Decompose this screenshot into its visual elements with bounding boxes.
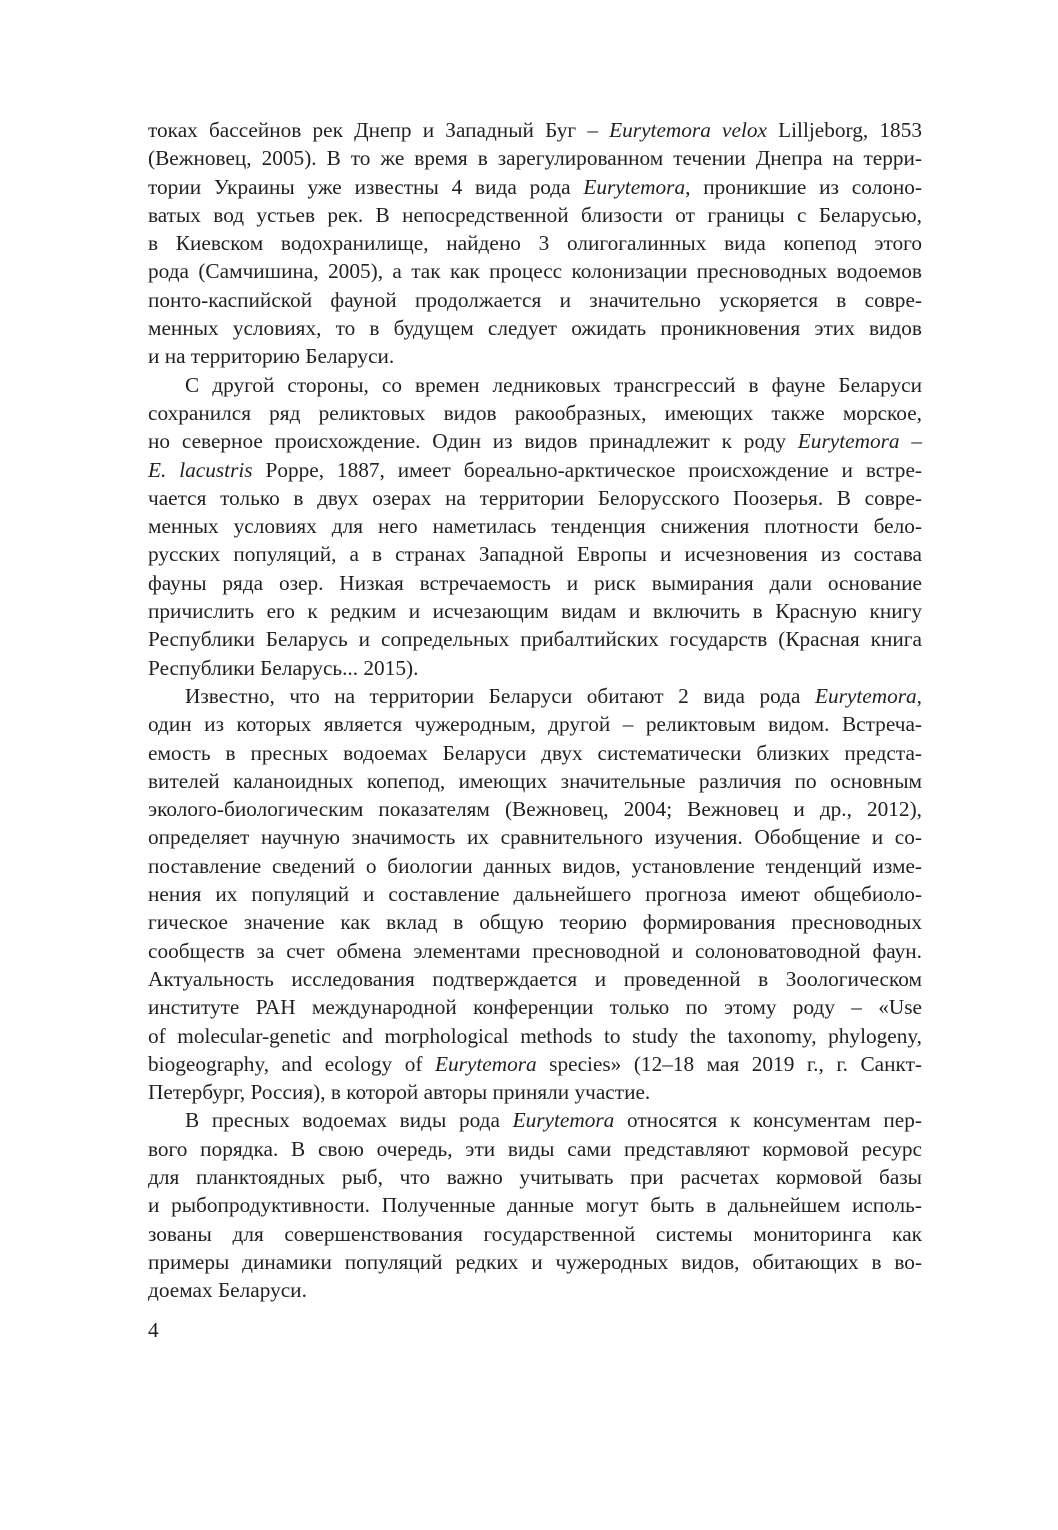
- text-segment: для планктоядных рыб, что важно учитывать при расчетах кормовой базы: [148, 1164, 922, 1189]
- text-line: [148, 229, 922, 257]
- paragraph: [148, 371, 922, 682]
- text-line: [148, 399, 922, 427]
- text-segment: biogeography, and ecology of: [148, 1051, 435, 1076]
- page-body: [148, 116, 922, 1304]
- text-line: [148, 371, 922, 399]
- text-segment: вителей каланоидных копепод, имеющих значительные различия по основным: [148, 768, 922, 793]
- text-line: [148, 937, 922, 965]
- text-line: [148, 993, 922, 1021]
- text-segment: (Вежновец, 2005). В то же время в зарегулированном течении Днепра на терри-: [148, 146, 922, 171]
- italic-text: Eurytemora: [797, 429, 900, 454]
- text-segment: определяет научную значимость их сравнительного изучения. Обобщение и со-: [148, 825, 922, 850]
- text-segment: емость в пресных водоемах Беларуси двух систематически близких предста-: [148, 740, 922, 765]
- text-segment: русских популяций, а в странах Западной Европы и исчезновения из состава: [148, 542, 922, 567]
- text-segment: сохранился ряд реликтовых видов ракообразных, имеющих также морское,: [148, 400, 922, 425]
- text-line: [148, 1276, 922, 1304]
- text-line: [148, 456, 922, 484]
- italic-text: Eurytemora: [583, 174, 686, 199]
- text-line: [148, 569, 922, 597]
- text-segment: фауны ряда озер. Низкая встречаемость и риск вымирания дали основание: [148, 570, 922, 595]
- text-line: [148, 257, 922, 285]
- text-line: [148, 795, 922, 823]
- text-line: [148, 116, 922, 144]
- text-line: [148, 314, 922, 342]
- text-segment: гическое значение как вклад в общую теорию формирования пресноводных: [148, 910, 922, 935]
- text-line: [148, 173, 922, 201]
- text-segment: один из которых является чужеродным, другой – реликтовым видом. Встреча-: [148, 712, 922, 737]
- text-segment: –: [899, 429, 922, 454]
- text-segment: ,: [916, 683, 922, 708]
- text-segment: сообществ за счет обмена элементами пресноводной и солоноватоводной фаун.: [148, 938, 922, 963]
- text-line: [148, 144, 922, 172]
- text-line: [148, 710, 922, 738]
- text-line: [148, 823, 922, 851]
- text-segment: of molecular-genetic and morphological methods to study the taxonomy, phylogeny,: [148, 1023, 922, 1048]
- text-segment: институте РАН международной конференции только по этому роду – «Use: [148, 995, 922, 1020]
- text-line: [148, 1078, 922, 1106]
- page-number: 4: [148, 1318, 159, 1342]
- text-line: [148, 286, 922, 314]
- text-segment: и на территорию Беларуси.: [148, 344, 395, 369]
- text-segment: эколого-биологическим показателям (Вежновец, 2004; Вежновец и др., 2012),: [148, 797, 922, 822]
- text-segment: доемах Беларуси.: [148, 1278, 307, 1303]
- text-line: [148, 682, 922, 710]
- text-line: [148, 484, 922, 512]
- text-line: [148, 880, 922, 908]
- text-line: [148, 767, 922, 795]
- text-segment: относятся к консументам пер-: [614, 1108, 922, 1133]
- text-segment: поставление сведений о биологии данных видов, установление тенденций изме-: [148, 853, 922, 878]
- text-segment: причислить его к редким и исчезающим видам и включить в Красную книгу: [148, 599, 922, 624]
- text-line: [148, 342, 922, 370]
- text-segment: чается только в двух озерах на территории Белорусского Поозерья. В совре-: [148, 485, 922, 510]
- text-line: [148, 1248, 922, 1276]
- text-segment: Lilljeborg, 1853: [766, 118, 922, 142]
- text-segment: в Киевском водохранилище, найдено 3 олигогалинных вида копепод этого: [148, 231, 922, 256]
- italic-text: Eurytemora: [814, 683, 917, 708]
- text-segment: менных условиях, то в будущем следует ожидать проникновения этих видов: [148, 316, 922, 341]
- text-line: [148, 1191, 922, 1219]
- text-segment: Актуальность исследования подтверждается и проведенной в Зоологическом: [148, 966, 922, 991]
- text-segment: Известно, что на территории Беларуси обитают 2 вида рода: [185, 683, 815, 708]
- text-segment: менных условиях для него наметилась тенденция снижения плотности бело-: [148, 514, 922, 539]
- text-line: [148, 625, 922, 653]
- text-line: [148, 597, 922, 625]
- text-segment: и рыбопродуктивности. Полученные данные могут быть в дальнейшем исполь-: [148, 1193, 922, 1218]
- text-segment: С другой стороны, со времен ледниковых трансгрессий в фауне Беларуси: [185, 372, 922, 397]
- text-line: [148, 654, 922, 682]
- text-line: [148, 1050, 922, 1078]
- text-segment: Poppe, 1887, имеет бореально-арктическое происхождение и встре-: [252, 457, 922, 482]
- italic-text: Eurytemora: [434, 1051, 537, 1076]
- text-segment: рода (Самчишина, 2005), а так как процесс колонизации пресноводных водоемов: [148, 259, 922, 284]
- italic-text: Eurytemora: [512, 1108, 615, 1133]
- text-segment: ватых вод устьев рек. В непосредственной близости от границы с Беларусью,: [148, 202, 922, 227]
- text-line: [148, 201, 922, 229]
- text-line: [148, 1106, 922, 1134]
- text-segment: понто-каспийской фауной продолжается и значительно ускоряется в совре-: [148, 287, 922, 312]
- text-segment: но северное происхождение. Один из видов принадлежит к роду: [148, 429, 798, 454]
- text-line: [148, 427, 922, 455]
- text-line: [148, 512, 922, 540]
- text-line: [148, 965, 922, 993]
- text-line: [148, 908, 922, 936]
- text-segment: Республики Беларусь и сопредельных прибалтийских государств (Красная книга: [148, 627, 922, 652]
- text-segment: вого порядка. В свою очередь, эти виды сами представляют кормовой ресурс: [148, 1136, 922, 1161]
- text-segment: В пресных водоемах виды рода: [185, 1108, 513, 1133]
- text-line: [148, 540, 922, 568]
- italic-text: E. lacustris: [148, 457, 253, 482]
- text-segment: species» (12–18 мая 2019 г., г. Санкт-: [536, 1051, 922, 1076]
- text-line: [148, 739, 922, 767]
- text-segment: нения их популяций и составление дальнейшего прогноза имеют общебиоло-: [148, 882, 922, 907]
- text-segment: Петербург, Россия), в которой авторы приняли участие.: [148, 1080, 651, 1105]
- text-segment: примеры динамики популяций редких и чужеродных видов, обитающих в во-: [148, 1249, 922, 1274]
- paragraph: [148, 1106, 922, 1304]
- text-segment: Республики Беларусь... 2015).: [148, 655, 419, 680]
- text-line: [148, 1022, 922, 1050]
- paragraph: [148, 682, 922, 1106]
- text-line: [148, 1135, 922, 1163]
- text-line: [148, 852, 922, 880]
- text-segment: токах бассейнов рек Днепр и Западный Буг –: [148, 118, 610, 142]
- text-segment: , проникшие из солоно-: [685, 174, 922, 199]
- paragraph: [148, 116, 922, 371]
- text-line: [148, 1163, 922, 1191]
- text-line: [148, 1220, 922, 1248]
- text-segment: зованы для совершенствования государственной системы мониторинга как: [148, 1221, 922, 1246]
- text-segment: тории Украины уже известны 4 вида рода: [148, 174, 584, 199]
- italic-text: Eurytemora velox: [609, 118, 767, 142]
